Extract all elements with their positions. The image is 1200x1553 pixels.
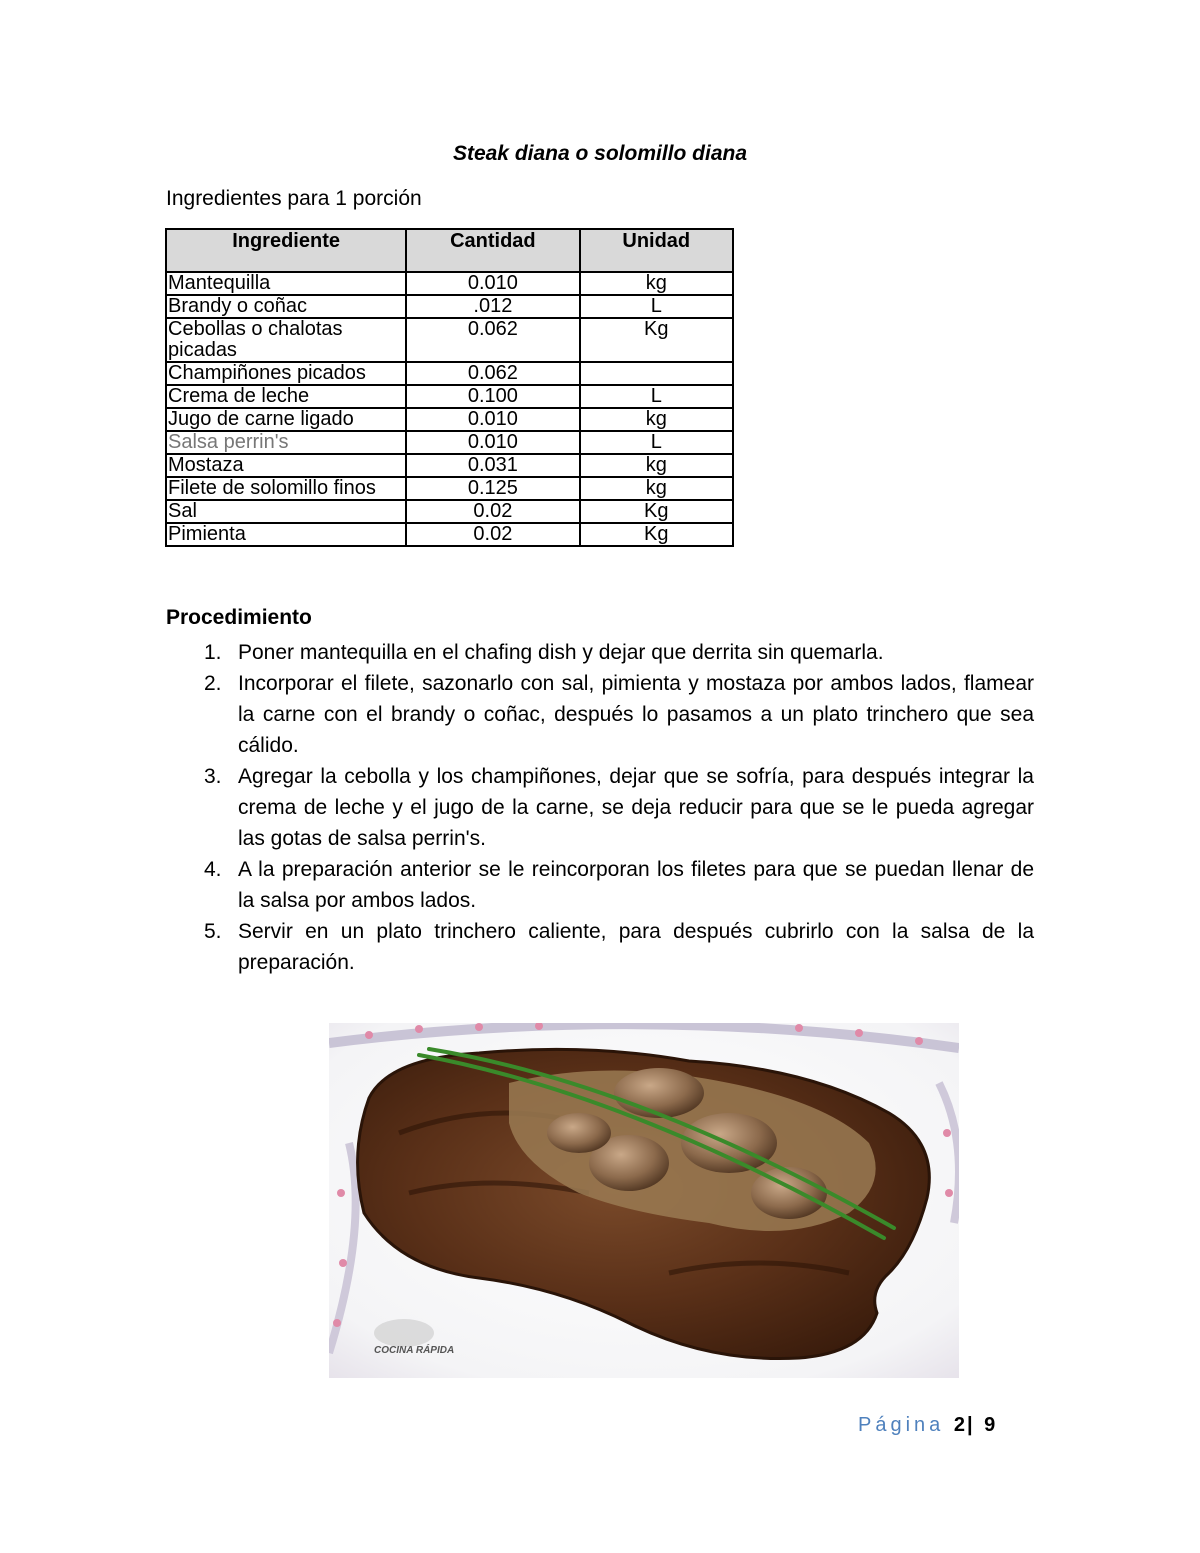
header-ingredient: Ingrediente <box>166 229 406 272</box>
header-unit-label: Unidad <box>622 230 691 252</box>
procedure-step <box>166 916 1034 978</box>
steak-illustration <box>329 1023 959 1378</box>
page-title: Steak diana o solomillo diana <box>452 142 748 165</box>
ingredient-unit: kg <box>580 408 733 431</box>
header-unit <box>580 229 733 272</box>
footer-total-pages: 9 <box>984 1414 998 1436</box>
step-number: 2. <box>204 672 222 695</box>
steak-photo <box>329 1023 959 1378</box>
table-row <box>166 385 733 408</box>
table-row <box>166 431 733 454</box>
step-number: 5. <box>204 920 222 943</box>
table-row <box>166 408 733 431</box>
ingredient-name: Mostaza <box>166 454 406 477</box>
table-row <box>166 454 733 477</box>
ingredient-quantity: 0.031 <box>406 454 579 477</box>
step-number: 4. <box>204 858 222 881</box>
ingredient-unit: kg <box>580 272 733 295</box>
step-text: A la preparación anterior se le reincorporan los filetes para que se puedan llenar de la salsa por ambos lados. <box>238 858 1034 912</box>
subtitle: Ingredientes para 1 porción <box>166 187 422 210</box>
step-number: 1. <box>204 641 222 664</box>
ingredient-unit: L <box>580 295 733 318</box>
ingredient-name: Jugo de carne ligado <box>166 408 406 431</box>
ingredient-quantity: .012 <box>406 295 579 318</box>
ingredient-quantity: 0.02 <box>406 523 579 546</box>
ingredient-quantity: 0.010 <box>406 408 579 431</box>
procedure-step <box>166 854 1034 916</box>
table-row <box>166 295 733 318</box>
procedure-step <box>166 761 1034 854</box>
ingredient-unit <box>580 362 733 385</box>
footer-page-number: 2 <box>953 1414 967 1436</box>
ingredient-quantity: 0.125 <box>406 477 579 500</box>
procedure-step <box>166 637 1034 668</box>
ingredient-quantity: 0.062 <box>406 362 579 385</box>
ingredient-name: Crema de leche <box>166 385 406 408</box>
ingredient-name: Mantequilla <box>166 272 406 295</box>
ingredient-name: Champiñones picados <box>166 362 406 385</box>
ingredient-quantity: 0.062 <box>406 318 579 362</box>
step-text: Poner mantequilla en el chafing dish y dejar que derrita sin quemarla. <box>238 641 884 664</box>
table-row <box>166 318 733 362</box>
footer-label: Página <box>858 1414 945 1436</box>
page-footer <box>858 1414 997 1437</box>
procedure-title: Procedimiento <box>166 606 312 629</box>
ingredient-quantity: 0.010 <box>406 272 579 295</box>
ingredient-name: Pimienta <box>166 523 406 546</box>
table-row <box>166 362 733 385</box>
table-row <box>166 523 733 546</box>
step-text: Servir en un plato trinchero caliente, para después cubrirlo con la salsa de la preparación. <box>238 920 1034 974</box>
ingredient-unit: L <box>580 431 733 454</box>
header-quantity: Cantidad <box>406 229 579 272</box>
step-text: Agregar la cebolla y los champiñones, dejar que se sofría, para después integrar la crema de leche y el jugo de la carne, se deja reducir para que se le pueda agregar las gotas de salsa perrin's. <box>238 765 1034 850</box>
ingredient-quantity: 0.100 <box>406 385 579 408</box>
ingredient-quantity: 0.02 <box>406 500 579 523</box>
ingredient-name: Sal <box>166 500 406 523</box>
footer-separator: | <box>966 1414 975 1436</box>
ingredient-name: Cebollas o chalotas picadas <box>166 318 406 362</box>
procedure-steps <box>166 637 1034 978</box>
table-row <box>166 500 733 523</box>
ingredient-unit: Kg <box>580 523 733 546</box>
ingredient-quantity: 0.010 <box>406 431 579 454</box>
logo-text: COCINA RÁPIDA <box>374 1345 455 1356</box>
ingredient-name: Filete de solomillo finos <box>166 477 406 500</box>
table-header-row <box>166 229 733 272</box>
ingredient-unit: L <box>580 385 733 408</box>
ingredient-unit: Kg <box>580 318 733 362</box>
ingredient-unit: Kg <box>580 500 733 523</box>
ingredient-name: Salsa perrin's <box>166 431 406 454</box>
table-row <box>166 272 733 295</box>
step-number: 3. <box>204 765 222 788</box>
ingredient-unit: kg <box>580 477 733 500</box>
table-row <box>166 477 733 500</box>
ingredient-name: Brandy o coñac <box>166 295 406 318</box>
step-text: Incorporar el filete, sazonarlo con sal, pimienta y mostaza por ambos lados, flamear la carne con el brandy o coñac, después lo pasamos a un plato trinchero que sea cálido. <box>238 672 1034 757</box>
ingredient-unit: kg <box>580 454 733 477</box>
procedure-step <box>166 668 1034 761</box>
ingredients-table <box>165 228 734 547</box>
